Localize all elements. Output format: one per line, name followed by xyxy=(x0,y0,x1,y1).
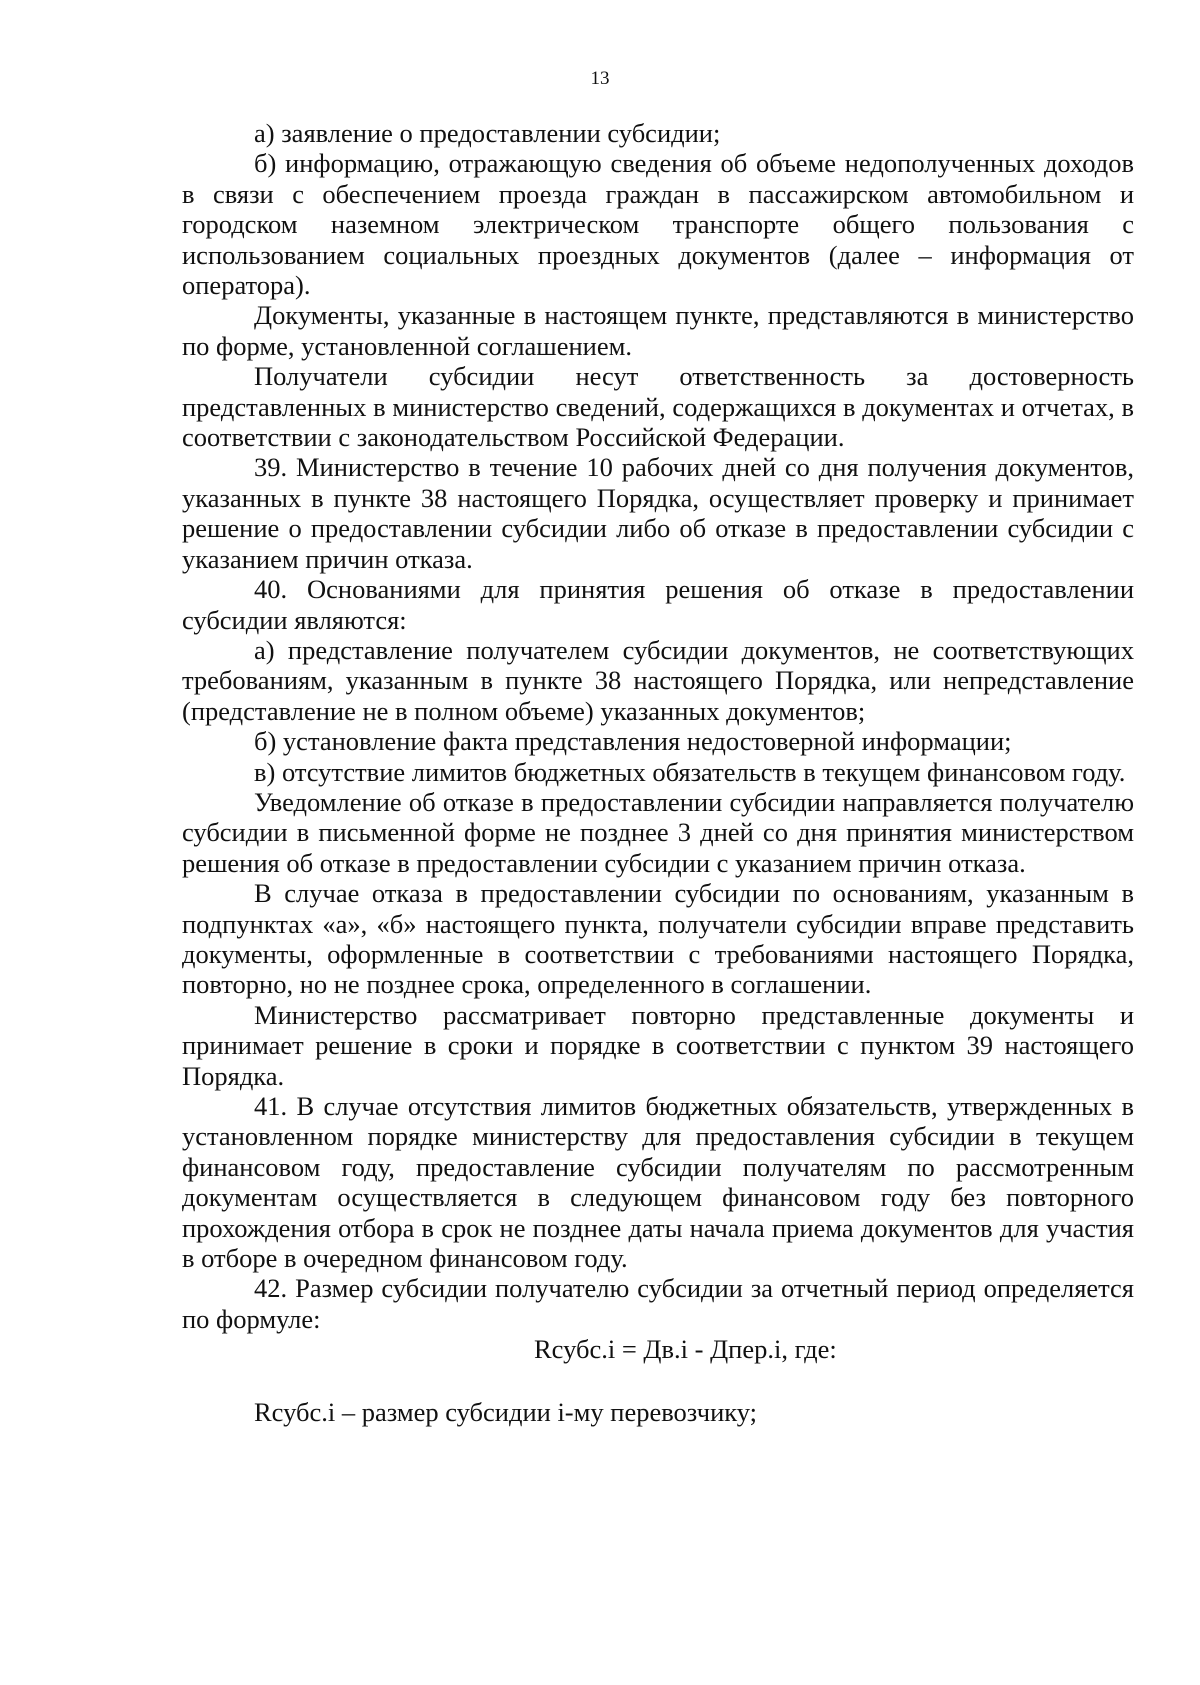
page-number: 13 xyxy=(590,68,610,89)
paragraph-item-39: 39. Министерство в течение 10 рабочих дней со дня получения документов, указанных в пункте 38 настоящего Порядка, осуществляет проверку и принимает решение о предоставлении субсидии либо об отказе в предоставлении субсидии с указанием причин отказа. xyxy=(182,452,1134,574)
paragraph-refusal-notice: Уведомление об отказе в предоставлении субсидии направляется получателю субсидии в письменной форме не позднее 3 дней со дня принятия министерством решения об отказе в предоставлении субсидии с указанием причин отказа. xyxy=(182,786,1134,878)
paragraph-item-40-v: в) отсутствие лимитов бюджетных обязательств в текущем финансовом году. xyxy=(254,756,1126,787)
paragraph-ministry-review: Министерство рассматривает повторно представленные документы и принимает решение в сроки и порядке в соответствии с пунктом 39 настоящего Порядка. xyxy=(182,999,1134,1091)
paragraph-responsibility: Получатели субсидии несут ответственность за достоверность представленных в министерство сведений, содержащихся в документах и отчетах, в соответствии с законодательством Российской Федерации. xyxy=(182,361,1134,453)
paragraph-item-40-a: а) представление получателем субсидии документов, не соответствующих требованиям, указанным в пункте 38 настоящего Порядка, или непредставление (представление не в полном объеме) указанных документов; xyxy=(182,634,1134,726)
paragraph-item-40-b: б) установление факта представления недостоверной информации; xyxy=(254,726,1012,757)
document-body xyxy=(182,118,1134,1427)
formula-spacer xyxy=(182,1365,1134,1397)
paragraph-item-42: 42. Размер субсидии получателю субсидии за отчетный период определяется по формуле: xyxy=(182,1273,1134,1334)
paragraph-documents-form: Документы, указанные в настоящем пункте, представляются в министерство по форме, установленной соглашением. xyxy=(182,300,1134,361)
paragraph-application: а) заявление о предоставлении субсидии; xyxy=(254,118,721,148)
paragraph-resubmission: В случае отказа в предоставлении субсидии по основаниям, указанным в подпунктах «а», «б» настоящего пункта, получатели субсидии вправе представить документы, оформленные в соответствии с требованиями настоящего Порядка, повторно, но не позднее срока, определенного в соглашении. xyxy=(182,878,1134,1000)
paragraph-item-41: 41. В случае отсутствия лимитов бюджетных обязательств, утвержденных в установленном порядке министерству для предоставления субсидии в текущем финансовом году, предоставление субсидии получателям по рассмотренным документам осуществляется в следующем финансовом году без повторного прохождения отбора в срок не позднее даты начала приема документов для участия в отборе в очередном финансовом году. xyxy=(182,1091,1134,1274)
subsidy-formula: Rсубс.i = Дв.i - Дпер.i, где: xyxy=(534,1334,837,1365)
paragraph-operator-info: б) информацию, отражающую сведения об объеме недополученных доходов в связи с обеспечением проезда граждан в пассажирском автомобильном и городском наземном электрическом транспорте общего пользования с использованием социальных проездных документов (далее – информация от оператора). xyxy=(182,148,1134,301)
paragraph-item-40: 40. Основаниями для принятия решения об отказе в предоставлении субсидии являются: xyxy=(182,574,1134,635)
formula-definition: Rсубс.i – размер субсидии i-му перевозчику; xyxy=(254,1396,758,1427)
